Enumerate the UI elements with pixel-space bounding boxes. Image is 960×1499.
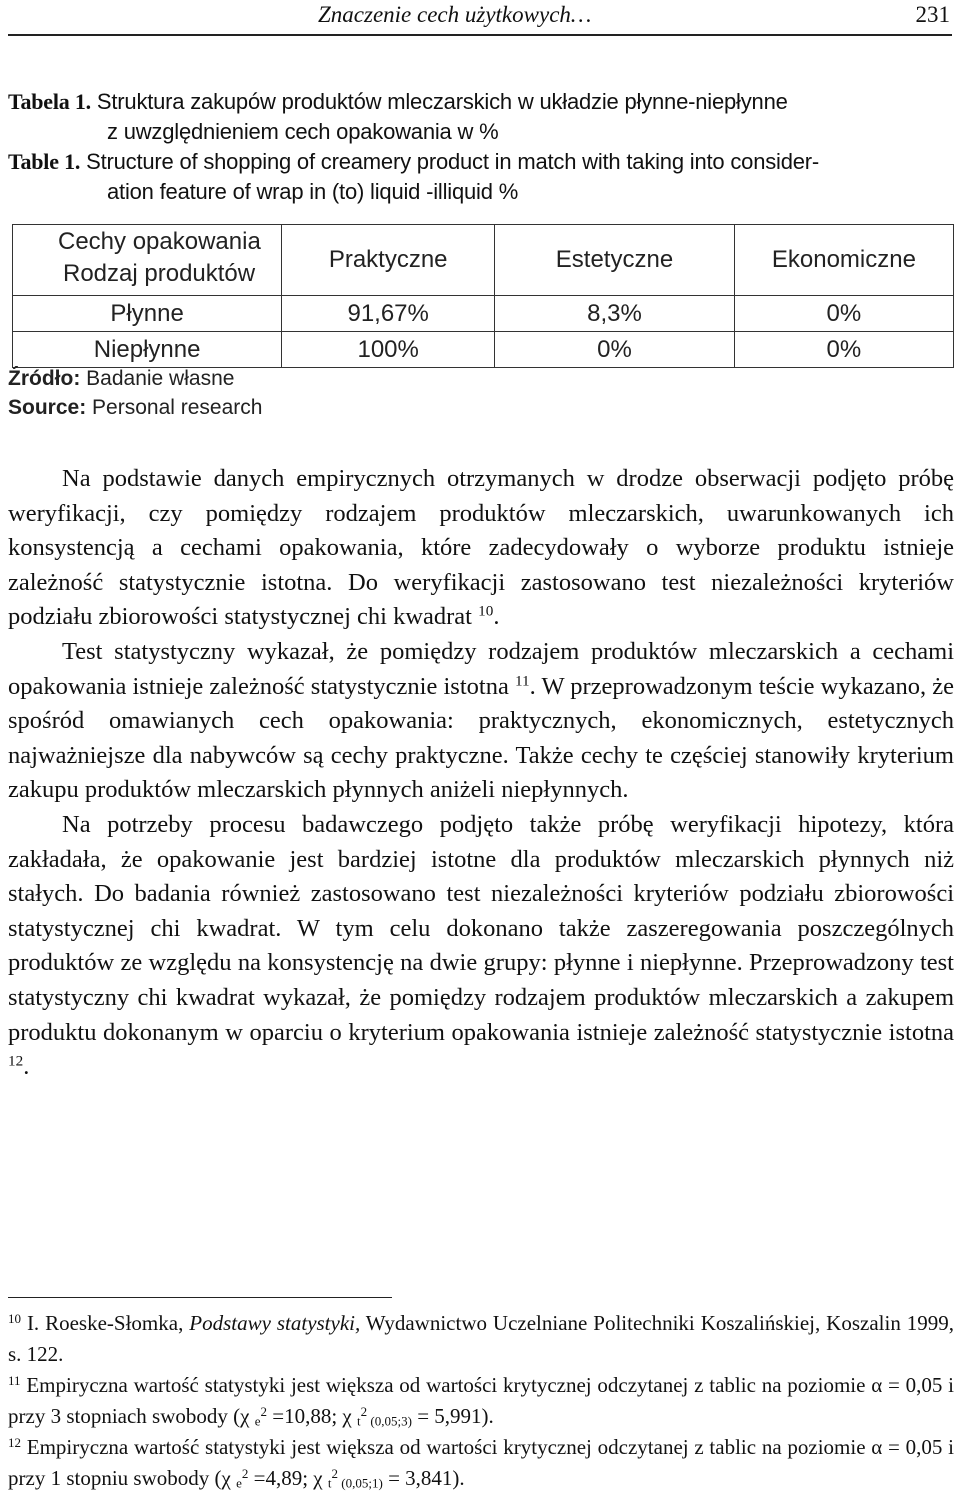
footnote-number: 12 — [8, 1434, 22, 1450]
caption-label-en: Table 1. — [8, 149, 81, 174]
body-text — [8, 462, 954, 1085]
paragraph-text: Test statystyczny wykazał, że pomiędzy rodzajem produktów mleczarskich a cechami opakowania istnieje zależność statystycznie istotna — [8, 637, 954, 700]
caption-label-pl: Tabela 1. — [8, 89, 91, 114]
data-table — [12, 224, 954, 368]
caption-text-en-2: ation feature of wrap in (to) liquid -illiquid % — [107, 179, 519, 204]
paragraph — [8, 462, 954, 635]
footnote-11 — [8, 1370, 954, 1432]
footnote-subscript: t — [357, 1413, 361, 1429]
table-corner-cell — [13, 225, 282, 296]
running-title: Znaczenie cech użytkowych… — [318, 2, 592, 27]
table-header-row — [13, 225, 954, 296]
footnote-text: I. Roeske-Słomka, — [21, 1311, 190, 1335]
footnote-text: = 5,991). — [411, 1404, 494, 1428]
table-row — [13, 296, 954, 332]
paragraph — [8, 808, 954, 1085]
caption-text-pl-2: z uwzględnieniem cech opakowania w % — [107, 119, 499, 144]
footnote-text: Empiryczna wartość statystyki jest większa od wartości krytycznej odczytanej z tablic na poziomie α = 0,05 i przy 1 stopniu swobody (χ — [8, 1435, 954, 1490]
footnote-text: Empiryczna wartość statystyki jest większa od wartości krytycznej odczytanej z tablic na poziomie α = 0,05 i przy 3 stopniach swobody (χ — [8, 1373, 954, 1428]
footnote-text: Wydawnictwo Uczelniane Politechniki Koszalińskiej, Koszalin 1999, s. 122. — [8, 1311, 954, 1366]
footnote-ref: 11 — [514, 672, 530, 690]
source-text-pl: Badanie własne — [86, 367, 235, 390]
footnote-text: =4,89; χ — [248, 1466, 328, 1490]
source-label-en: Source: — [8, 396, 87, 419]
footnote-number: 10 — [8, 1310, 22, 1326]
source-note-en — [8, 396, 262, 420]
column-header-praktyczne: Praktyczne — [282, 225, 495, 296]
footnote-subscript: t — [327, 1475, 332, 1491]
footnote-subscript: e — [236, 1475, 242, 1491]
footnote-superscript: 2 — [241, 1465, 249, 1481]
source-label-pl: Źródło: — [8, 367, 81, 390]
footnote-10 — [8, 1308, 954, 1370]
footnote-superscript: 2 — [260, 1403, 267, 1419]
paragraph-text: Na potrzeby procesu badawczego podjęto także próbę weryfikacji hipotezy, która zakładała, że opakowanie jest bardziej istotne dla produktów mleczarskich płynnych niż stałych. Do badania również zastosowano test niezależności kryteriów podziału zbiorowości statystycznej chi kwadrat. W tym celu dokonano także zaszeregowania poszczególnych produktów ze względu na konsystencję na dwie grupy: płynne i niepłynne. Przeprowadzony test statystyczny chi kwadrat wykazał, że pomiędzy rodzajem produktów mleczarskich a zakupem produktu dokonanym w oparciu o kryterium opakowania istnieje zależność statystycznie istotna — [8, 810, 954, 1046]
caption-text-pl-1: Struktura zakupów produktów mleczarskich w układzie płynne-niepłynne — [96, 89, 788, 114]
running-header — [8, 0, 952, 36]
table-cell: 100% — [282, 332, 495, 368]
footnote-subscript: (0,05;3) — [367, 1413, 412, 1429]
table-cell: 8,3% — [495, 296, 735, 332]
footnote-superscript: 2 — [360, 1403, 368, 1419]
paragraph-text: . W przeprowadzonym teście wykazano, że spośród omawianych cech opakowania: praktycznych, ekonomicznych, estetycznych najważniejsze dla nabywców są cechy praktyczne. Także cechy te częściej stanowiły kryterium zakupu produktów mleczarskich płynnych aniżeli niepłynnych. — [8, 672, 955, 804]
table-caption-pl — [8, 87, 952, 147]
source-note-pl — [8, 367, 234, 391]
table-row — [13, 332, 954, 368]
footnote-number: 11 — [8, 1372, 21, 1388]
corner-label-bottom: Rodzaj produktów — [63, 260, 256, 287]
table-cell: 0% — [495, 332, 735, 368]
column-header-estetyczne: Estetyczne — [495, 225, 735, 296]
footnote-book-title: Podstawy statystyki, — [189, 1311, 361, 1335]
paragraph-text: Na podstawie danych empirycznych otrzymanych w drodze obserwacji podjęto próbę weryfikacji, czy pomiędzy rodzajem produktów mleczarskich, uwarunkowanych ich konsystencją a cechami opakowania, które zadecydowały o wyborze produktu istnieje zależność statystycznie istotna. Do weryfikacji zastosowano test niezależności kryteriów podziału zbiorowości statystycznej chi kwadrat — [8, 465, 954, 631]
footnote-superscript: 2 — [331, 1465, 338, 1481]
page-number: 231 — [915, 2, 950, 27]
footnote-ref: 12 — [8, 1052, 24, 1070]
footnote-subscript: (0,05;1) — [338, 1475, 383, 1491]
paragraph — [8, 635, 954, 808]
corner-label-top: Cechy opakowania — [58, 228, 261, 255]
table-cell: 91,67% — [282, 296, 495, 332]
table-caption-en — [8, 147, 952, 207]
footnote-12 — [8, 1432, 954, 1494]
footnote-divider — [8, 1297, 392, 1298]
source-text-en: Personal research — [92, 396, 263, 419]
table-cell: 0% — [734, 296, 953, 332]
table-cell: 0% — [734, 332, 953, 368]
paragraph-text: . — [23, 1053, 30, 1081]
footnotes — [8, 1308, 954, 1494]
row-label: Płynne — [13, 296, 282, 332]
paragraph-text: . — [493, 603, 500, 631]
column-header-ekonomiczne: Ekonomiczne — [734, 225, 953, 296]
caption-text-en-1: Structure of shopping of creamery product in match with taking into consider- — [86, 149, 820, 174]
footnote-ref: 10 — [478, 603, 494, 621]
row-label: Niepłynne — [13, 332, 282, 368]
footnote-text: = 3,841). — [382, 1466, 465, 1490]
footnote-subscript: e — [254, 1413, 261, 1429]
footnote-text: =10,88; χ — [267, 1404, 357, 1428]
